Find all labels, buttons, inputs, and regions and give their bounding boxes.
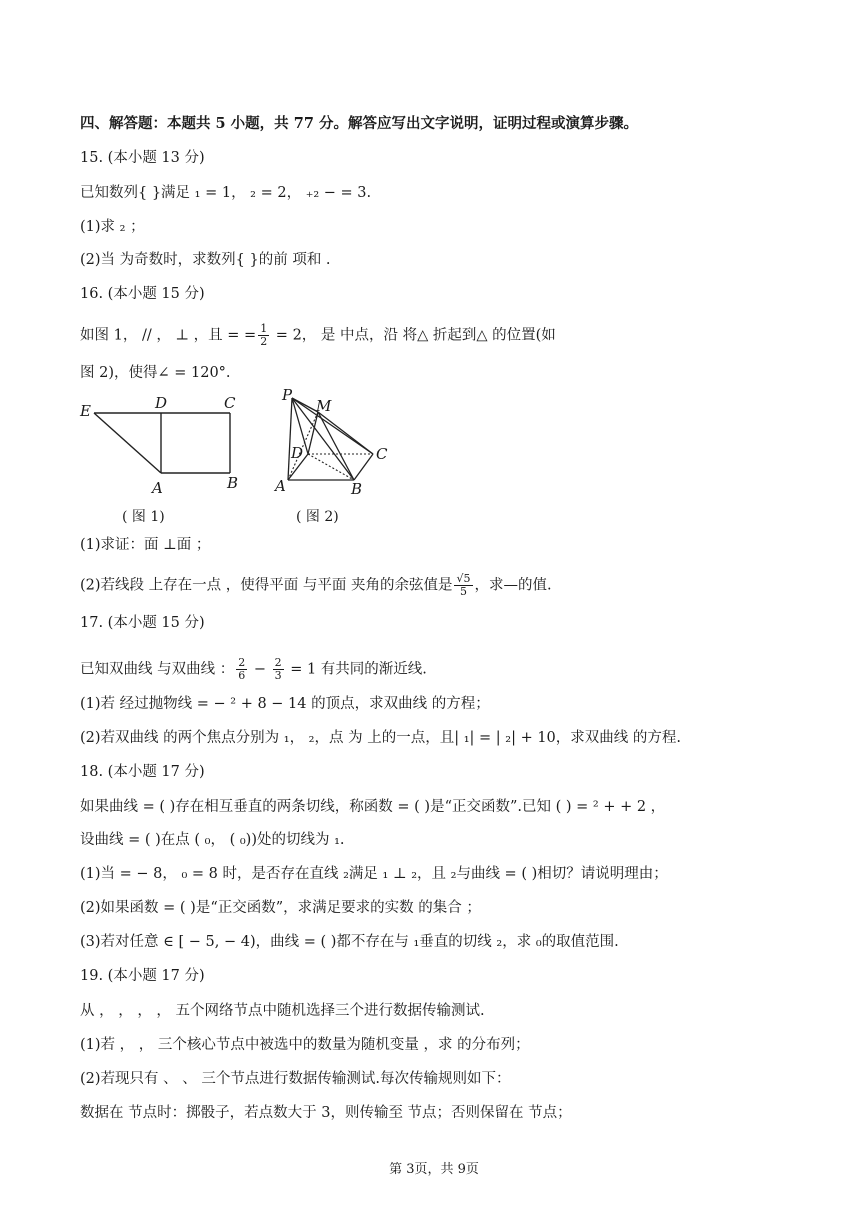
fraction-sqrt5-over-5: $\frac{√5}{5}$ — [456, 572, 471, 598]
fig1-label-C: C — [224, 394, 236, 412]
q19-part3: 数据在 节点时：掷骰子，若点数大于 3，则传输至 节点；否则保留在 节点； — [80, 1105, 572, 1121]
figure-2 — [270, 386, 400, 502]
q17-stem: 已知双曲线 与双曲线 ： $\frac{2}{6}$ − $\frac{2}{3}$ = 1 有共同的渐近线. — [80, 656, 427, 682]
q15-part1: (1)求 ₂ ； — [80, 219, 145, 235]
q18-part1: (1)当 = − 8， ₀ = 8 时，是否存在直线 ₂满足 ₁ ⊥ ₂，且 ₂与曲线 = ( )相切？请说明理由； — [80, 866, 668, 882]
fig1-label-E: E — [80, 402, 91, 420]
q18-stem-cont: 设曲线 = ( )在点 ( ₀， ( ₀))处的切线为 ₁. — [80, 832, 345, 848]
figure-2-caption: ( 图 2) — [296, 509, 339, 525]
q19-stem: 从 ， ， ， ， 五个网络节点中随机选择三个进行数据传输测试. — [80, 1003, 485, 1019]
fig2-label-B: B — [351, 480, 363, 498]
q18-header: 18. (本小题 17 分) — [80, 764, 205, 780]
fig2-label-C: C — [376, 445, 388, 463]
fraction-y2-over-3: $\frac{2}{3}$ — [274, 656, 282, 682]
q18-part2: (2)如果函数 = ( )是“正交函数”，求满足要求的实数 的集合 ； — [80, 900, 481, 916]
fig1-label-B: B — [227, 474, 239, 492]
q18-part3: (3)若对任意 ∈ [ − 5, − 4)，曲线 = ( )都不存在与 ₁垂直的切线 ₂，求 ₀的取值范围. — [80, 934, 619, 950]
figure-1 — [72, 392, 252, 502]
q19-part2: (2)若现只有 、 、 三个节点进行数据传输测试.每次传输规则如下： — [80, 1071, 511, 1087]
fig2-label-M: M — [316, 397, 332, 415]
fraction-x2-over-6: $\frac{2}{6}$ — [238, 656, 246, 682]
fig1-label-D: D — [155, 394, 168, 412]
q19-part1: (1)若 ， ， 三个核心节点中被选中的数量为随机变量 ，求 的分布列； — [80, 1037, 530, 1053]
q18-stem: 如果曲线 = ( )存在相互垂直的两条切线，称函数 = ( )是“正交函数”.已知 ( ) = ² + + 2 ， — [80, 799, 666, 815]
q17-header: 17. (本小题 15 分) — [80, 615, 205, 631]
q16-stem-cont: 图 2)，使得∠ = 120°. — [80, 365, 231, 381]
fig2-label-P: P — [282, 386, 293, 404]
fraction-one-half: $\frac{1}{2}$ — [260, 322, 268, 348]
q16-part2: (2)若线段 上存在一点 ，使得平面 与平面 夹角的余弦值是 $\frac{√5}{5}$ ，求—的值. — [80, 572, 552, 598]
q17-part1: (1)若 经过抛物线 = − ² + 8 − 14 的顶点，求双曲线 的方程； — [80, 696, 490, 712]
section-title: 四、解答题：本题共 5 小题，共 77 分。解答应写出文字说明，证明过程或演算步骤。 — [80, 115, 638, 132]
q16-stem: 如图 1， // ， ⊥ ，且 = = $\frac{1}{2}$ = 2， 是 中点，沿 将△ 折起到△ 的位置(如 — [80, 322, 556, 348]
q19-header: 19. (本小题 17 分) — [80, 968, 205, 984]
q15-part2: (2)当 为奇数时，求数列{ }的前 项和 . — [80, 252, 331, 268]
q15-stem: 已知数列{ }满足 ₁ = 1， ₂ = 2， ₊₂ − = 3. — [80, 185, 372, 201]
q16-header: 16. (本小题 15 分) — [80, 286, 205, 302]
figure-1-caption: ( 图 1) — [122, 509, 165, 525]
fig2-label-D: D — [291, 444, 304, 462]
fig1-label-A: A — [152, 479, 163, 497]
page-footer: 第 3页，共 9页 — [389, 1162, 479, 1177]
fig2-label-A: A — [275, 477, 286, 495]
q16-part1: (1)求证：面 ⊥面 ； — [80, 537, 211, 553]
q15-header: 15. (本小题 13 分) — [80, 150, 205, 166]
q17-part2: (2)若双曲线 的两个焦点分别为 ₁， ₂，点 为 上的一点，且| ₁| = | ₂| + 10，求双曲线 的方程. — [80, 730, 681, 746]
